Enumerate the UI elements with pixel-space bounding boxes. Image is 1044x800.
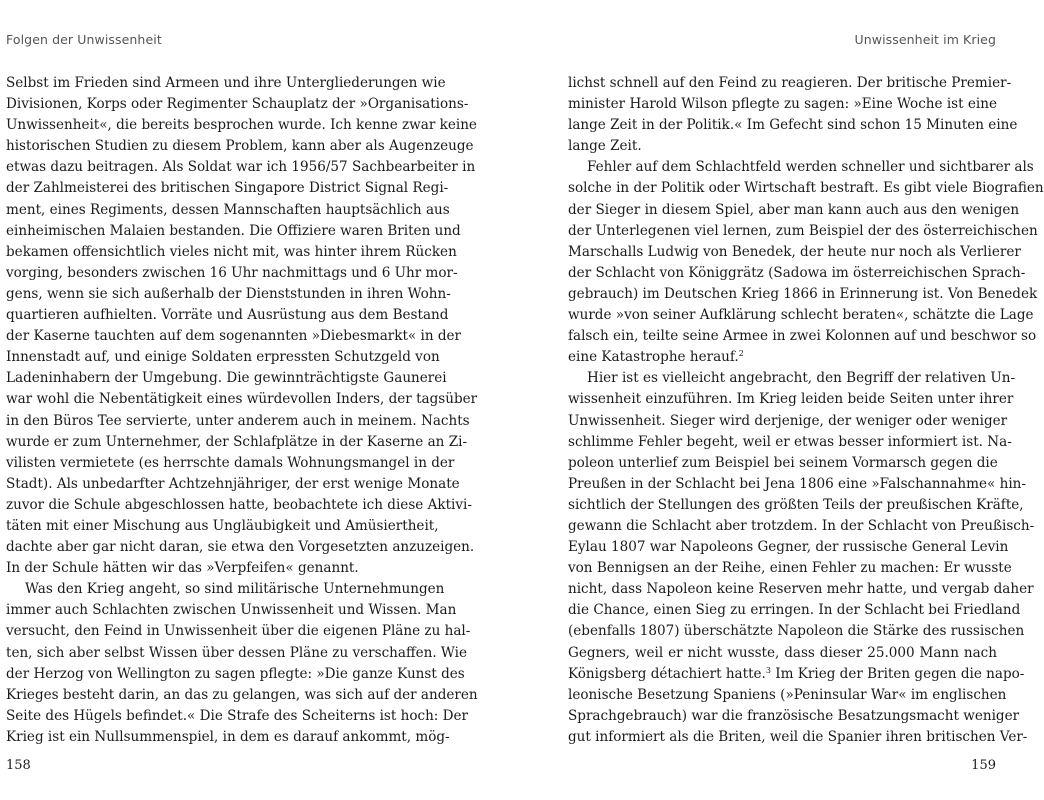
right-body-text xyxy=(568,73,1044,748)
text-line: minister Harold Wilson pflegte zu sagen: »Eine Woche ist eine xyxy=(568,96,997,113)
text-line: Krieges besteht darin, an das zu gelangen, was sich auf der anderen xyxy=(6,686,478,703)
left-running-head: Folgen der Unwissenheit xyxy=(6,32,162,47)
right-running-head: Unwissenheit im Krieg xyxy=(854,32,996,47)
text-line: gens, wenn sie sich außerhalb der Dienststunden in ihren Wohn- xyxy=(6,285,451,302)
text-line: vorging, besonders zwischen 16 Uhr nachmittags und 6 Uhr mor- xyxy=(6,264,458,281)
text-line: von Bennigsen an der Reihe, einen Fehler zu machen: Er wusste xyxy=(568,560,1012,577)
text-line: wurde »von seiner Aufklärung schlecht beraten«, schätzte die Lage xyxy=(568,307,1034,324)
text-line: schlimme Fehler begeht, weil er etwas besser informiert ist. Na- xyxy=(568,433,1012,450)
text-line: einheimischen Malaien bestanden. Die Offiziere waren Briten und xyxy=(6,222,461,239)
text-line: Sprachgebrauch) war die französische Besatzungsmacht weniger xyxy=(568,707,1020,724)
text-line: der Sieger in diesem Spiel, aber man kann auch aus den wenigen xyxy=(568,201,1020,218)
footnote-marker: 2 xyxy=(738,349,744,359)
text-line: In der Schule hätten wir das »Verpfeifen« genannt. xyxy=(6,560,359,577)
text-line: in den Büros Tee servierte, unter anderem auch in meinem. Nachts xyxy=(6,412,470,429)
text-line: sichtlich der Stellungen des größten Teils der preußischen Kräfte, xyxy=(568,496,1024,513)
text-line: etwas dazu beitragen. Als Soldat war ich 1956/57 Sachbearbeiter in xyxy=(6,159,476,176)
text-line: Hier ist es vielleicht angebracht, den Begriff der relativen Un- xyxy=(587,370,1016,387)
text-line: Unwissenheit«, die bereits besprochen wurde. Ich kenne zwar keine xyxy=(6,117,477,134)
text-line xyxy=(568,347,997,368)
text-line: lange Zeit in der Politik.« Im Gefecht sind schon 15 Minuten eine xyxy=(568,117,1018,134)
text-line: Marschalls Ludwig von Benedek, der heute nur noch als Verlierer xyxy=(568,243,1021,260)
text-line: ment, eines Regiments, dessen Mannschaften hauptsächlich aus xyxy=(6,201,450,218)
left-page xyxy=(0,0,500,800)
text-fragment: Königsberg détachiert hatte. xyxy=(568,665,766,682)
text-line: Seite des Hügels befindet.« Die Strafe des Scheiterns ist hoch: Der xyxy=(6,707,469,724)
left-page-number: 158 xyxy=(6,758,31,773)
text-line: wissenheit einzuführen. Im Krieg leiden beide Seiten unter ihrer xyxy=(568,391,1014,408)
text-line: Innenstadt auf, und einige Soldaten erpressten Schutzgeld von xyxy=(6,349,440,366)
text-line: falsch ein, teilte seine Armee in zwei Kolonnen auf und beschwor so xyxy=(568,328,1037,345)
text-line: Fehler auf dem Schlachtfeld werden schneller und sichtbarer als xyxy=(587,159,1034,176)
text-line: Gegners, weil er nicht wusste, dass dieser 25.000 Mann nach xyxy=(568,644,997,661)
text-line: Divisionen, Korps oder Regimenter Schauplatz der »Organisations- xyxy=(6,96,469,113)
text-line: Stadt). Als unbedarfter Achtzehnjähriger, der erst wenige Monate xyxy=(6,475,460,492)
text-line: leonische Besetzung Spaniens (»Peninsular War« im englischen xyxy=(568,686,1007,703)
text-line: gut informiert als die Briten, weil die Spanier ihren britischen Ver- xyxy=(568,728,1028,745)
text-line: der Schlacht von Königgrätz (Sadowa im österreichischen Sprach- xyxy=(568,264,1026,281)
text-line: war wohl die Nebentätigkeit eines würdevollen Inders, der tagsüber xyxy=(6,391,478,408)
text-line: der Kaserne tauchten auf dem sogenannten »Diebesmarkt« in der xyxy=(6,328,462,345)
text-line: gewann die Schlacht aber trotzdem. In der Schlacht von Preußisch- xyxy=(568,517,1035,534)
text-line: Eylau 1807 war Napoleons Gegner, der russische General Levin xyxy=(568,539,1009,556)
text-line: bekamen offensichtlich vieles nicht mit, was hinter ihrem Rücken xyxy=(6,243,457,260)
right-page-number: 159 xyxy=(971,758,996,773)
text-line: quartieren aufhielten. Vorräte und Ausrüstung aus dem Bestand xyxy=(6,307,449,324)
text-line: lange Zeit. xyxy=(568,138,642,155)
text-line: immer auch Schlachten zwischen Unwissenheit und Wissen. Man xyxy=(6,602,457,619)
text-line: gebrauch) im Deutschen Krieg 1866 in Erinnerung ist. Von Benedek xyxy=(568,285,1038,302)
text-fragment: eine Katastrophe herauf. xyxy=(568,349,739,366)
text-line: täten mit einer Mischung aus Ungläubigkeit und Amüsiertheit, xyxy=(6,517,439,534)
text-line: solche in der Politik oder Wirtschaft bestraft. Es gibt viele Biografien xyxy=(568,180,1044,197)
text-line: zuvor die Schule abgeschlossen hatte, beobachtete ich diese Aktivi- xyxy=(6,496,472,513)
text-line: historischen Studien zu diesem Problem, kann aber als Augenzeuge xyxy=(6,138,474,155)
text-line: der Herzog von Wellington zu sagen pflegte: »Die ganze Kunst des xyxy=(6,665,465,682)
text-line: nicht, dass Napoleon keine Reserven mehr hatte, und vergab daher xyxy=(568,581,1034,598)
text-line: (ebenfalls 1807) überschätzte Napoleon die Stärke des russischen xyxy=(568,623,1025,640)
text-line: poleon unterlief zum Beispiel bei seinem Vormarsch gegen die xyxy=(568,454,998,471)
text-line: Preußen in der Schlacht bei Jena 1806 eine »Falschannahme« hin- xyxy=(568,475,1026,492)
text-line xyxy=(568,664,1025,685)
text-line: der Zahlmeisterei des britischen Singapore District Signal Regi- xyxy=(6,180,449,197)
text-fragment: Im Krieg der Briten gegen die napo- xyxy=(770,665,1025,682)
text-line: dachte aber gar nicht daran, sie etwa den Vorgesetzten anzuzeigen. xyxy=(6,539,475,556)
text-line: versucht, den Feind in Unwissenheit über die eigenen Pläne zu hal- xyxy=(6,623,471,640)
text-line: Krieg ist ein Nullsummenspiel, in dem es darauf ankommt, mög- xyxy=(6,728,450,745)
right-page xyxy=(500,0,1044,800)
text-line: vilisten vermietete (es herrschte damals Wohnungsmangel in der xyxy=(6,454,455,471)
text-line: Unwissenheit. Sieger wird derjenige, der weniger oder weniger xyxy=(568,412,1008,429)
text-line: Selbst im Frieden sind Armeen und ihre Untergliederungen wie xyxy=(6,75,446,91)
text-line: lichst schnell auf den Feind zu reagieren. Der britische Premier- xyxy=(568,75,1012,91)
text-line: Was den Krieg angeht, so sind militärische Unternehmungen xyxy=(25,581,445,598)
text-line: Ladeninhabern der Umgebung. Die gewinnträchtigste Gaunerei xyxy=(6,370,447,387)
text-line: die Chance, einen Sieg zu erringen. In der Schlacht bei Friedland xyxy=(568,602,1021,619)
footnote-marker: 3 xyxy=(765,665,771,675)
text-line: wurde er zum Unternehmer, der Schlafplätze in der Kaserne an Zi- xyxy=(6,433,468,450)
left-body-text xyxy=(6,73,478,748)
text-line: der Unterlegenen viel lernen, zum Beispiel der des österreichischen xyxy=(568,222,1038,239)
text-line: ten, sich aber selbst Wissen über dessen Pläne zu verschaffen. Wie xyxy=(6,644,467,661)
